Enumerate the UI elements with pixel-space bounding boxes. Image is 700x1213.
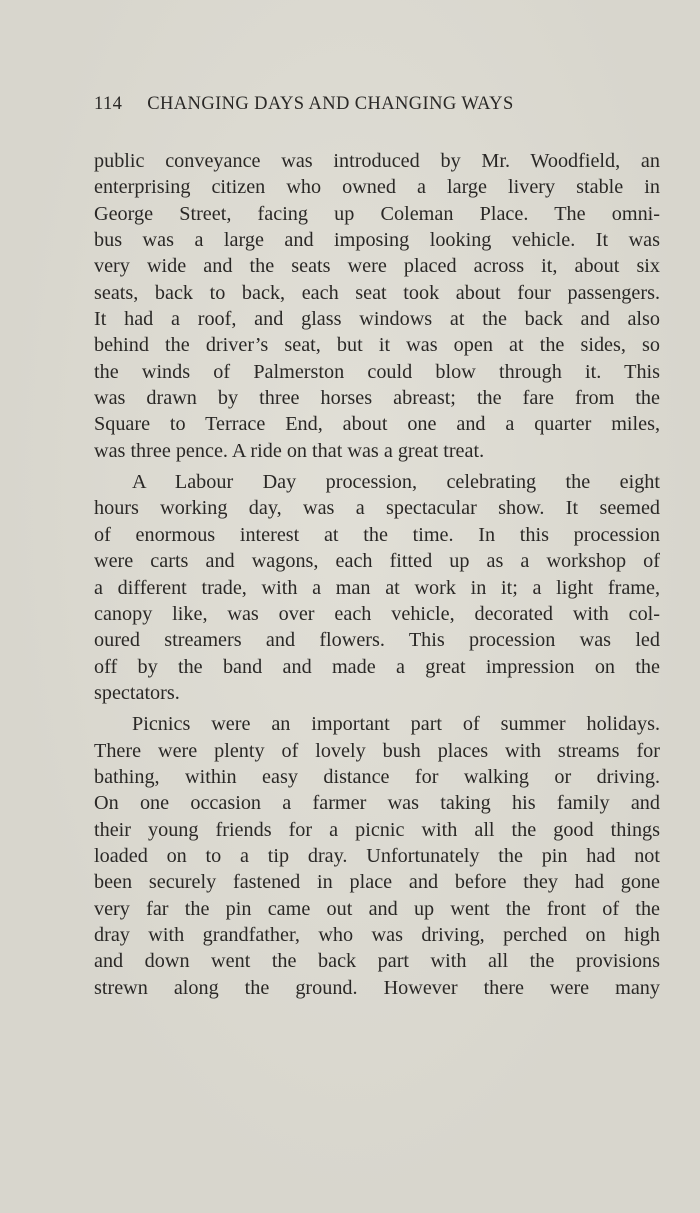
text-line: strewn along the ground. However there were many: [94, 976, 660, 999]
text-line: There were plenty of lovely bush places with streams for: [94, 739, 660, 762]
text-line: bus was a large and imposing looking vehicle. It was: [94, 229, 660, 252]
text-line: a different trade, with a man at work in it; a light frame,: [94, 576, 660, 599]
text-line: and down went the back part with all the provisions: [94, 950, 660, 973]
text-line: very wide and the seats were placed across it, about six: [94, 255, 660, 278]
text-line: of enormous interest at the time. In this procession: [94, 523, 660, 546]
text-line: Picnics were an important part of summer holidays.: [132, 713, 660, 736]
text-line: their young friends for a picnic with all the good things: [94, 818, 660, 841]
body-text: [94, 148, 660, 1001]
text-line: A Labour Day procession, celebrating the eight: [132, 471, 660, 494]
text-line: hours working day, was a spectacular show. It seemed: [94, 497, 660, 520]
running-title: CHANGING DAYS AND CHANGING WAYS: [147, 94, 514, 114]
paragraph: [94, 469, 660, 706]
text-line: were carts and wagons, each fitted up as a workshop of: [94, 550, 660, 573]
text-line: spectators.: [94, 681, 180, 704]
running-header: [94, 94, 594, 124]
text-line: George Street, facing up Coleman Place. The omni-: [94, 202, 660, 225]
text-line: On one occasion a farmer was taking his family and: [94, 792, 660, 815]
text-line: was drawn by three horses abreast; the fare from the: [94, 387, 660, 410]
text-line: was three pence. A ride on that was a great treat.: [94, 439, 485, 462]
text-line: very far the pin came out and up went the front of the: [94, 897, 660, 920]
text-line: Square to Terrace End, about one and a quarter miles,: [94, 413, 660, 436]
paragraph: [94, 148, 660, 464]
page-number: 114: [94, 94, 123, 114]
text-line: behind the driver’s seat, but it was open at the sides, so: [94, 334, 660, 357]
text-line: the winds of Palmerston could blow through it. This: [94, 360, 660, 383]
text-line: public conveyance was introduced by Mr. Woodfield, an: [94, 150, 660, 172]
text-line: bathing, within easy distance for walking or driving.: [94, 765, 660, 788]
text-line: It had a roof, and glass windows at the back and also: [94, 308, 660, 331]
paragraph: [94, 711, 660, 1001]
text-line: oured streamers and flowers. This procession was led: [94, 629, 660, 652]
text-line: dray with grandfather, who was driving, perched on high: [94, 923, 660, 946]
text-line: loaded on to a tip dray. Unfortunately the pin had not: [94, 844, 660, 867]
text-line: enterprising citizen who owned a large livery stable in: [94, 176, 660, 199]
text-line: canopy like, was over each vehicle, decorated with col-: [94, 602, 660, 625]
text-line: seats, back to back, each seat took about four passengers.: [94, 281, 660, 304]
text-line: been securely fastened in place and before they had gone: [94, 871, 660, 894]
text-line: off by the band and made a great impression on the: [94, 655, 660, 678]
